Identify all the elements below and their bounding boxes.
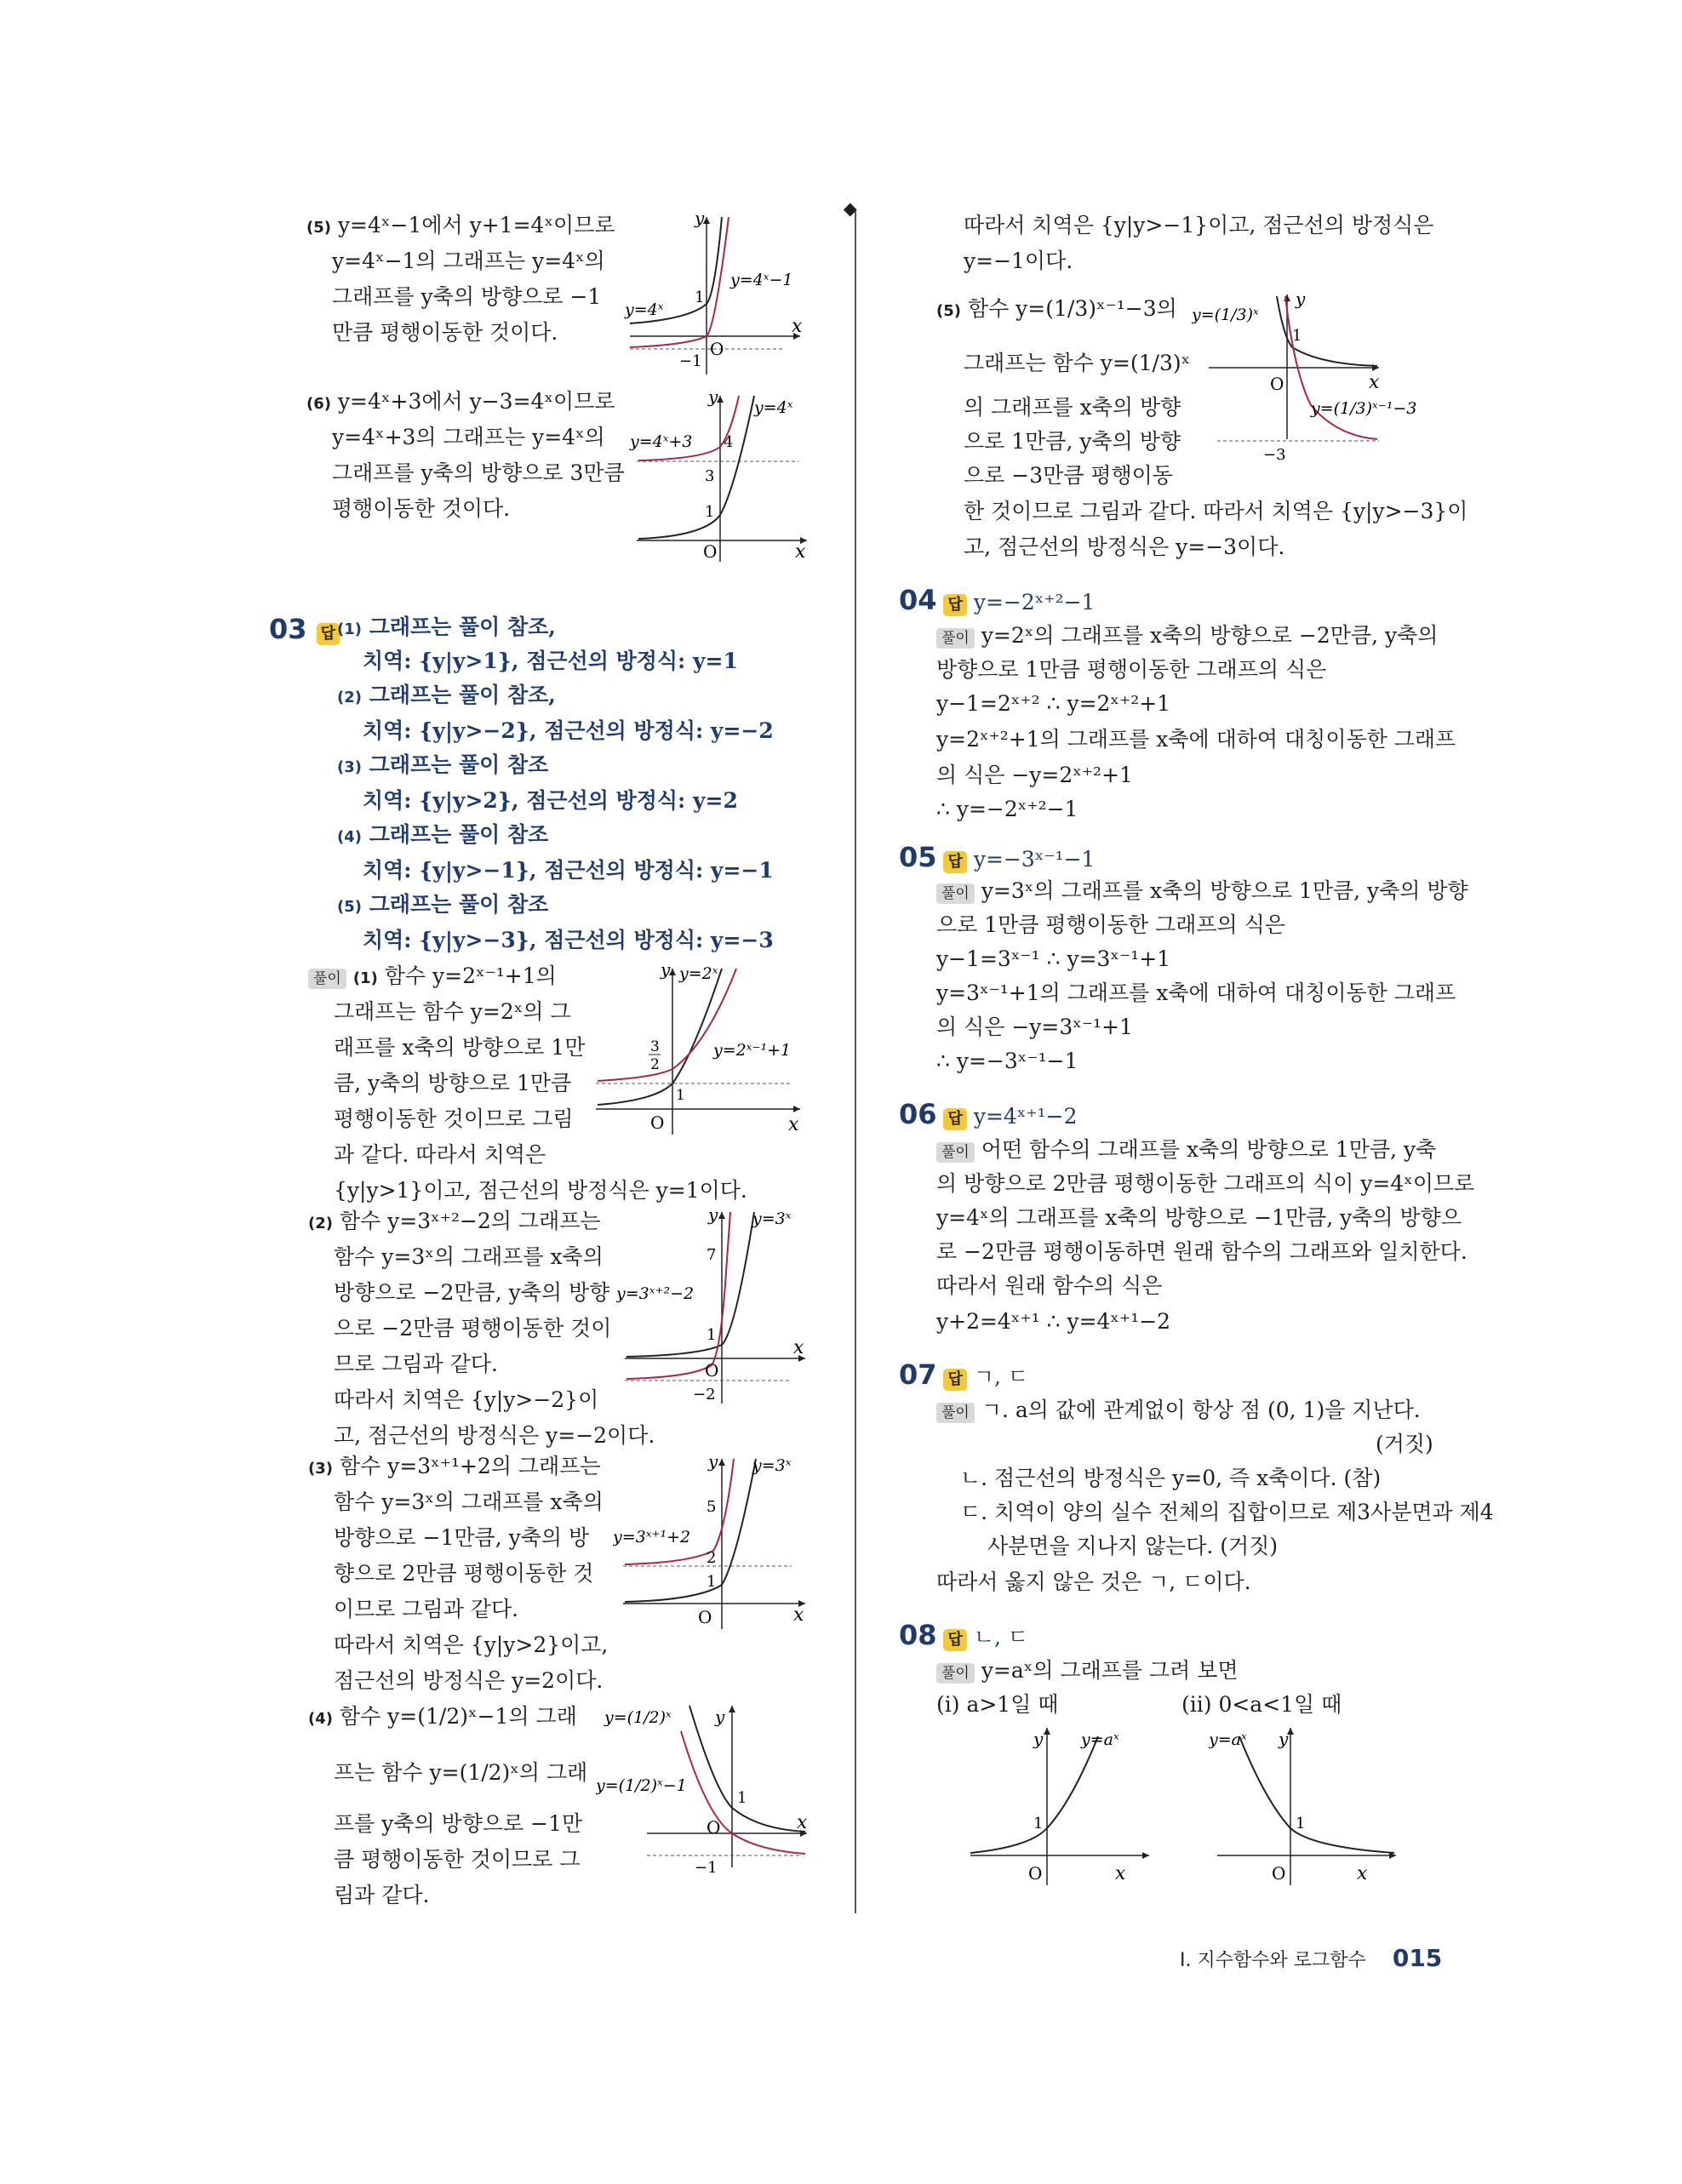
a4-label: (4) <box>337 828 362 846</box>
s2-line-2: 방향으로 −2만큼, y축의 방향 <box>334 1280 610 1305</box>
s2-line-3: 으로 −2만큼 평행이동한 것이 <box>334 1316 612 1341</box>
eq-black: y=4ˣ <box>754 398 793 417</box>
tick-1: 1 <box>707 1326 717 1344</box>
eq-black: y=(1/3)ˣ <box>1192 306 1259 324</box>
q07-line-4: 사분면을 지나지 않는다. (거짓) <box>987 1534 1279 1558</box>
q04-pul-badge: 풀이 <box>936 628 975 649</box>
p5-line-1: y=4ˣ−1의 그래프는 y=4ˣ의 <box>332 249 605 273</box>
tick-3-numer: 3 <box>650 1038 660 1055</box>
s1-line-3: 큼, y축의 방향으로 1만큼 <box>334 1071 572 1095</box>
q07-line-2: ㄴ. 점근선의 방정식은 y=0, 즉 x축이다. (참) <box>960 1466 1382 1490</box>
tick-4: 4 <box>724 433 734 451</box>
y-arrow <box>718 1459 725 1466</box>
eq-black: y=3ˣ <box>752 1209 792 1228</box>
q04-line-1: 방향으로 1만큼 평행이동한 그래프의 식은 <box>936 657 1327 682</box>
p6-label: (6) <box>306 395 331 413</box>
origin-label: O <box>710 339 724 359</box>
x-label: x <box>792 316 803 337</box>
tick-1: 1 <box>1296 1815 1306 1832</box>
q07-line-1: (거짓) <box>1376 1432 1433 1456</box>
s4-line-3: 큼 평행이동한 것이므로 그 <box>334 1847 581 1872</box>
q04-line-3: y=2ˣ⁺²+1의 그래프를 x축에 대하여 대칭이동한 그래프 <box>936 727 1456 752</box>
s3-line-1: 함수 y=3ˣ의 그래프를 x축의 <box>334 1489 604 1514</box>
a2-label: (2) <box>337 689 362 706</box>
curve <box>1239 1736 1394 1853</box>
tick-neg1: −1 <box>695 1859 718 1877</box>
eq: y=aˣ <box>1209 1730 1247 1749</box>
tick-neg3: −3 <box>1263 446 1286 464</box>
x-arrow <box>793 1106 800 1112</box>
q06-line-2: y=4ˣ의 그래프를 x축의 방향으로 −1만큼, y축의 방향으 <box>936 1205 1462 1230</box>
q08-pul-badge: 풀이 <box>936 1663 975 1684</box>
eq-black: y=3ˣ <box>752 1456 792 1475</box>
tick-1: 1 <box>695 289 705 306</box>
q03-header <box>269 613 340 645</box>
s1-line-4: 평행이동한 것이므로 그림 <box>334 1106 574 1131</box>
origin-label: O <box>705 1360 719 1381</box>
a1-line1: 그래프는 풀이 참조, <box>369 615 557 639</box>
s2-label: (2) <box>308 1215 333 1232</box>
eq: y=aˣ <box>1081 1730 1119 1749</box>
q04-dap-badge: 답 <box>943 594 966 616</box>
tick-3: 3 <box>705 467 715 485</box>
p6-line-3: 평행이동한 것이다. <box>332 496 511 521</box>
graph-s4 <box>596 1697 812 1884</box>
a2-line2: 치역: {y|y>−2}, 점근선의 방정식: y=−2 <box>363 718 774 743</box>
graph-s3 <box>613 1450 812 1638</box>
eq-red: y=2ˣ⁻¹+1 <box>713 1041 792 1060</box>
curve-black <box>638 396 754 539</box>
a3-line1: 그래프는 풀이 참조 <box>369 752 549 777</box>
eq-black: y=(1/2)ˣ <box>604 1708 672 1727</box>
s3-label: (3) <box>308 1460 333 1478</box>
tick-1: 1 <box>707 1573 717 1591</box>
y-arrow <box>718 1212 725 1219</box>
a5-label: (5) <box>337 898 362 916</box>
p5-line-2: 그래프를 y축의 방향으로 −1 <box>332 284 602 309</box>
tick-5: 5 <box>707 1498 717 1516</box>
tick-1: 1 <box>676 1087 685 1104</box>
p6-line-2: 그래프를 y축의 방향으로 3만큼 <box>332 460 625 485</box>
q06-line-1: 의 방향으로 2만큼 평행이동한 그래프의 식이 y=4ˣ이므로 <box>936 1171 1475 1196</box>
y-label: y <box>695 209 705 228</box>
q05-dap-badge: 답 <box>943 851 966 873</box>
s1-line-2: 래프를 x축의 방향으로 1만 <box>334 1035 586 1060</box>
q08-case2: (ⅱ) 0<a<1일 때 <box>1181 1692 1342 1717</box>
q06-line-5: y+2=4ˣ⁺¹ ∴ y=4ˣ⁺¹−2 <box>936 1309 1171 1334</box>
curve <box>970 1736 1098 1853</box>
q04-line-2: y−1=2ˣ⁺² ∴ y=2ˣ⁺²+1 <box>936 691 1171 716</box>
y-arrow <box>1044 1728 1050 1735</box>
s1-line-5: 과 같다. 따라서 치역은 <box>334 1142 546 1167</box>
origin-label: O <box>703 541 718 562</box>
eq-red: y=(1/3)ˣ⁻¹−3 <box>1311 399 1417 418</box>
a4-line2: 치역: {y|y>−1}, 점근선의 방정식: y=−1 <box>363 858 774 883</box>
q06-line-3: 로 −2만큼 평행이동하면 원래 함수의 그래프와 일치한다. <box>936 1239 1467 1264</box>
q08-case1: (ⅰ) a>1일 때 <box>936 1692 1059 1717</box>
q05-line-3: y=3ˣ⁻¹+1의 그래프를 x축에 대하여 대칭이동한 그래프 <box>936 981 1456 1005</box>
s3-line-0: 함수 y=3ˣ⁺¹+2의 그래프는 <box>339 1454 601 1478</box>
origin-label: O <box>1028 1863 1043 1884</box>
origin-label: O <box>1270 374 1284 394</box>
tick-2: 2 <box>707 1549 717 1567</box>
q06-line-4: 따라서 원래 함수의 식은 <box>936 1273 1163 1298</box>
s1-line-0: 함수 y=2ˣ⁻¹+1의 <box>384 963 557 988</box>
x-label: x <box>1357 1863 1368 1884</box>
graph-s5 <box>1192 286 1447 473</box>
s5-line-1: 그래프는 함수 y=(1/3)ˣ <box>964 351 1191 375</box>
s4-line-2: 프를 y축의 방향으로 −1만 <box>334 1811 583 1836</box>
y-label: y <box>715 1707 725 1727</box>
s5-label: (5) <box>936 302 961 320</box>
q06-answer: y=4ˣ⁺¹−2 <box>973 1104 1078 1129</box>
column-divider <box>855 211 856 1913</box>
q08-intro: y=aˣ의 그래프를 그려 보면 <box>981 1658 1239 1683</box>
q06-pul-badge: 풀이 <box>936 1142 975 1163</box>
tick-neg2: −2 <box>693 1386 716 1404</box>
divider-ornament: ⯁ <box>843 201 858 222</box>
s2-line-4: 므로 그림과 같다. <box>334 1352 498 1376</box>
s1-line-6: {y|y>1}이고, 점근선의 방정식은 y=1이다. <box>334 1178 747 1203</box>
s5-line-4: 으로 −3만큼 평행이동 <box>964 463 1173 488</box>
footer-chapter: Ⅰ. 지수함수와 로그함수 <box>1180 1950 1366 1971</box>
origin-label: O <box>1272 1863 1286 1884</box>
tick-1: 1 <box>1033 1815 1044 1832</box>
q08-dap-badge: 답 <box>943 1629 966 1651</box>
s1-line-1: 그래프는 함수 y=2ˣ의 그 <box>334 999 571 1024</box>
q04-number: 04 <box>899 584 937 616</box>
p6-line-0: y=4ˣ+3에서 y−3=4ˣ이므로 <box>337 389 615 414</box>
s4cont-line-0: 따라서 치역은 {y|y>−1}이고, 점근선의 방정식은 <box>964 213 1434 237</box>
q05-line-0: y=3ˣ의 그래프를 x축의 방향으로 1만큼, y축의 방향 <box>981 878 1468 903</box>
y-label: y <box>708 387 718 407</box>
q07-number: 07 <box>899 1358 937 1391</box>
q03-number: 03 <box>269 613 307 645</box>
a5-line2: 치역: {y|y>−3}, 점근선의 방정식: y=−3 <box>363 928 774 952</box>
p6-line-1: y=4ˣ+3의 그래프는 y=4ˣ의 <box>332 425 605 449</box>
s2-line-1: 함수 y=3ˣ의 그래프를 x축의 <box>334 1244 604 1269</box>
a3-label: (3) <box>337 758 362 776</box>
s1-label: (1) <box>352 969 378 987</box>
eq-red: y=3ˣ⁺¹+2 <box>613 1528 691 1547</box>
s2-line-0: 함수 y=3ˣ⁺²−2의 그래프는 <box>339 1209 601 1233</box>
y-label: y <box>1296 289 1306 309</box>
x-label: x <box>1369 372 1380 393</box>
q05-line-2: y−1=3ˣ⁻¹ ∴ y=3ˣ⁻¹+1 <box>936 946 1171 971</box>
s4-line-4: 림과 같다. <box>334 1883 430 1907</box>
q07-line-0: ㄱ. a의 값에 관계없이 항상 점 (0, 1)을 지난다. <box>981 1398 1421 1422</box>
q03-dap-badge: 답 <box>317 623 340 645</box>
q08-number: 08 <box>899 1619 937 1651</box>
a1-line2: 치역: {y|y>1}, 점근선의 방정식: y=1 <box>363 649 738 673</box>
s5-line-0: 함수 y=(1/3)ˣ⁻¹−3의 <box>967 296 1177 321</box>
q08-answer: ㄴ, ㄷ <box>973 1625 1029 1649</box>
tick-1: 1 <box>1292 327 1302 345</box>
q03-pul-badge: 풀이 <box>308 969 346 989</box>
tick-7: 7 <box>707 1246 717 1264</box>
q05-line-5: ∴ y=−3ˣ⁻¹−1 <box>936 1049 1078 1073</box>
a5-line1: 그래프는 풀이 참조 <box>369 892 549 917</box>
graph-p5 <box>621 209 809 379</box>
s4cont-line-1: y=−1이다. <box>964 249 1073 273</box>
y-label: y <box>708 1204 718 1225</box>
q06-number: 06 <box>899 1098 937 1130</box>
y-label: y <box>1279 1729 1289 1749</box>
q06-line-0: 어떤 함수의 그래프를 x축의 방향으로 1만큼, y축 <box>981 1137 1437 1162</box>
tick-neg1: −1 <box>679 352 702 370</box>
graph-p6 <box>628 387 815 566</box>
page-footer <box>1180 1944 1442 1972</box>
q05-pul-badge: 풀이 <box>936 883 975 904</box>
eq-black: y=4ˣ <box>625 300 664 319</box>
s3-line-2: 방향으로 −1만큼, y축의 방 <box>334 1525 590 1550</box>
y-label: y <box>1033 1729 1044 1749</box>
s5-line-5: 한 것이므로 그림과 같다. 따라서 치역은 {y|y>−3}이 <box>964 499 1468 523</box>
s5-line-2: 의 그래프를 x축의 방향 <box>964 395 1181 420</box>
q04-line-0: y=2ˣ의 그래프를 x축의 방향으로 −2만큼, y축의 <box>981 623 1439 648</box>
q07-line-3: ㄷ. 치역이 양의 실수 전체의 집합이므로 제3사분면과 제4 <box>960 1500 1494 1524</box>
y-label: y <box>708 1451 718 1472</box>
eq-red: y=4ˣ−1 <box>730 271 793 289</box>
s3-line-3: 향으로 2만큼 평행이동한 것 <box>334 1561 594 1586</box>
x-label: x <box>1115 1863 1126 1884</box>
p5-label: (5) <box>306 219 331 237</box>
q07-dap-badge: 답 <box>943 1369 966 1391</box>
graph-s2 <box>616 1203 812 1408</box>
graph-s1 <box>587 960 809 1139</box>
q05-line-4: 의 식은 −y=3ˣ⁻¹+1 <box>936 1015 1133 1039</box>
s3-line-5: 따라서 치역은 {y|y>2}이고, <box>334 1632 609 1657</box>
x-label: x <box>793 1337 804 1358</box>
a2-line1: 그래프는 풀이 참조, <box>369 683 557 707</box>
q06-dap-badge: 답 <box>943 1108 966 1130</box>
eq-red: y=(1/2)ˣ−1 <box>596 1776 687 1795</box>
p5-line-0: y=4ˣ−1에서 y+1=4ˣ이므로 <box>337 213 615 237</box>
p5-line-3: 만큼 평행이동한 것이다. <box>332 320 558 345</box>
s3-line-6: 점근선의 방정식은 y=2이다. <box>334 1668 604 1693</box>
tick-1: 1 <box>737 1789 747 1807</box>
s4-label: (4) <box>308 1710 333 1728</box>
footer-page-number: 015 <box>1392 1944 1443 1972</box>
eq-red: y=3ˣ⁺²−2 <box>616 1284 695 1303</box>
s5-line-6: 고, 점근선의 방정식은 y=−3이다. <box>964 535 1285 559</box>
eq-black: y=2ˣ <box>679 964 718 983</box>
y-arrow <box>1284 294 1290 301</box>
graph-q08-case2 <box>1209 1719 1405 1890</box>
y-label: y <box>661 960 671 980</box>
graph-q08-case1 <box>962 1719 1158 1890</box>
x-label: x <box>795 541 806 563</box>
s2-line-6: 고, 점근선의 방정식은 y=−2이다. <box>334 1423 655 1448</box>
tick-2-denom: 2 <box>650 1056 660 1073</box>
x-label: x <box>793 1604 804 1626</box>
q05-line-1: 으로 1만큼 평행이동한 그래프의 식은 <box>936 912 1285 937</box>
origin-label: O <box>650 1112 665 1133</box>
q05-number: 05 <box>899 841 937 873</box>
origin-label: O <box>698 1607 712 1627</box>
q07-pul-badge: 풀이 <box>936 1403 975 1423</box>
y-arrow <box>729 1706 735 1712</box>
q04-answer: y=−2ˣ⁺²−1 <box>973 590 1096 615</box>
a3-line2: 치역: {y|y>2}, 점근선의 방정식: y=2 <box>363 788 738 813</box>
x-arrow <box>1142 1852 1149 1859</box>
q07-line-5: 따라서 옳지 않은 것은 ㄱ, ㄷ이다. <box>936 1569 1251 1594</box>
curve-black <box>689 1706 805 1832</box>
q07-answer: ㄱ, ㄷ <box>973 1364 1029 1389</box>
q05-answer: y=−3ˣ⁻¹−1 <box>973 847 1096 872</box>
s3-line-4: 이므로 그림과 같다. <box>334 1597 519 1621</box>
s4-line-0: 함수 y=(1/2)ˣ−1의 그래 <box>339 1704 577 1729</box>
q04-line-4: 의 식은 −y=2ˣ⁺²+1 <box>936 763 1133 787</box>
eq-red: y=4ˣ+3 <box>630 432 693 451</box>
q04-line-5: ∴ y=−2ˣ⁺²−1 <box>936 797 1078 821</box>
x-label: x <box>788 1114 799 1135</box>
a4-line1: 그래프는 풀이 참조 <box>369 822 549 847</box>
s5-line-3: 으로 1만큼, y축의 방향 <box>964 429 1181 454</box>
curve-red <box>625 1459 734 1564</box>
a1-label: (1) <box>337 620 362 638</box>
x-label: x <box>797 1812 808 1833</box>
s2-line-5: 따라서 치역은 {y|y>−2}이 <box>334 1387 599 1412</box>
origin-label: O <box>707 1817 721 1838</box>
s4-line-1: 프는 함수 y=(1/2)ˣ의 그래 <box>334 1760 588 1785</box>
tick-1: 1 <box>705 503 715 521</box>
